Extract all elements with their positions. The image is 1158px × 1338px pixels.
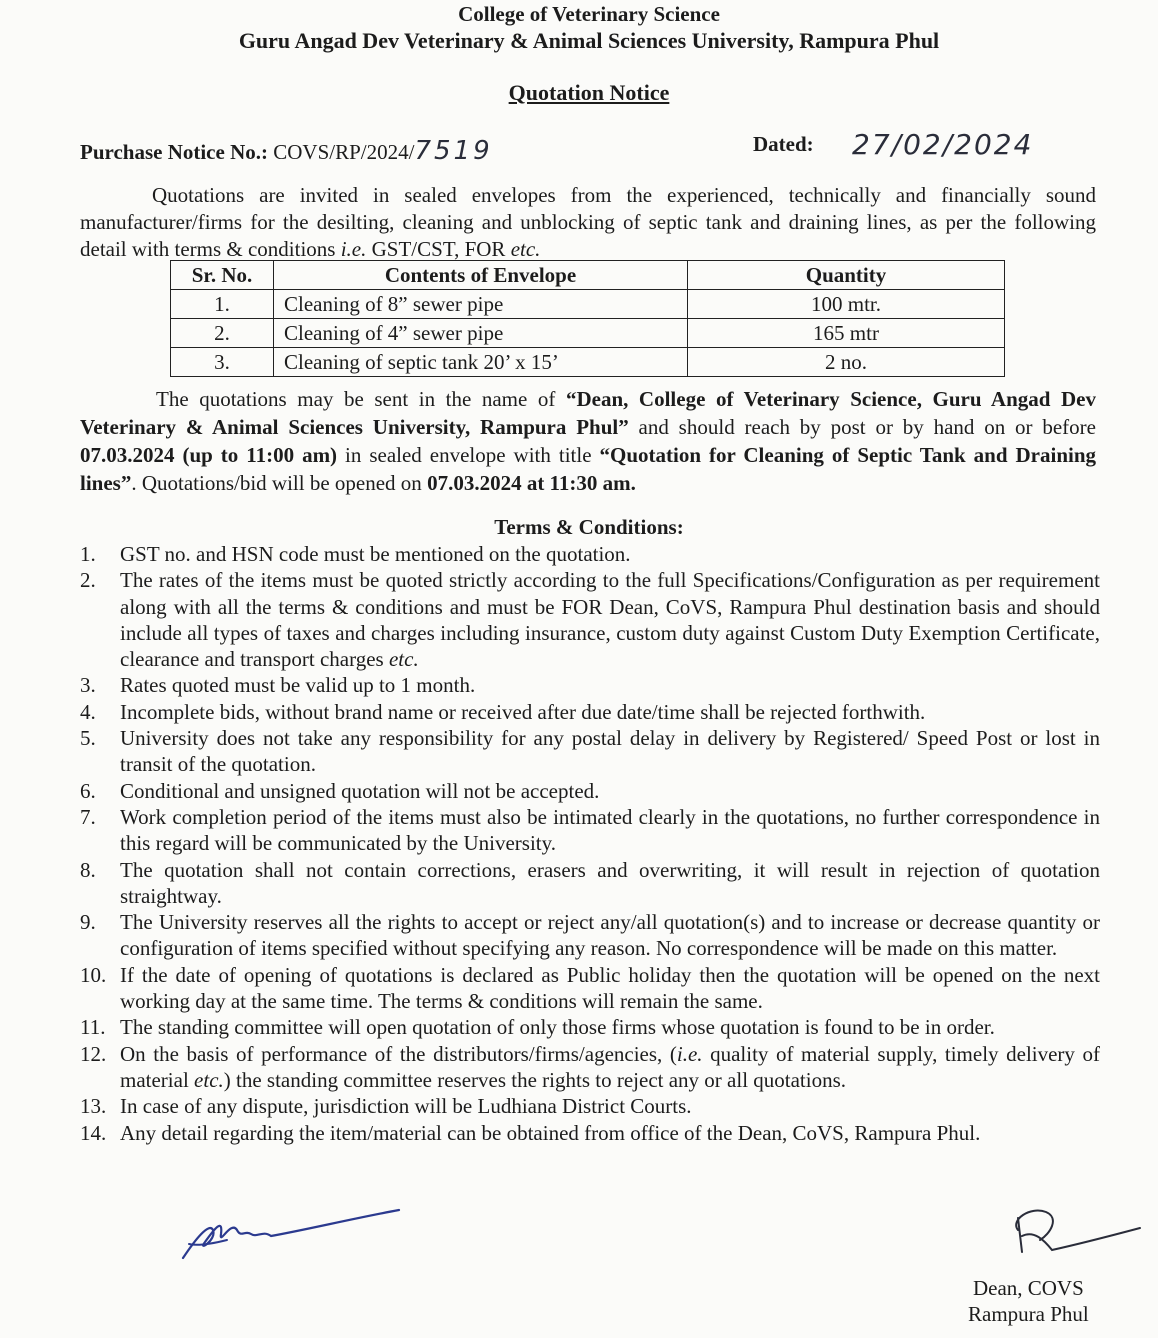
list-item — [80, 567, 1100, 672]
intro-etc: etc. — [510, 237, 541, 261]
list-item — [80, 541, 1100, 567]
list-item — [80, 1041, 1100, 1094]
term-text: If the date of opening of quotations is declared as Public holiday then the quotation will be opened on the next working day at the same time. The terms & conditions will remain the same. — [120, 962, 1100, 1014]
p2-deadline: 07.03.2024 (up to 11:00 am) — [80, 443, 338, 467]
term-number: 10. — [80, 962, 107, 987]
term-number: 11. — [80, 1015, 106, 1040]
term-etc: etc. — [388, 647, 419, 672]
signatory-block — [968, 1275, 1089, 1327]
cell-quantity: 165 mtr — [688, 319, 1005, 348]
list-item — [80, 804, 1100, 857]
intro-text: Quotations are invited in sealed envelopes from the experienced, technically and financially sound manufacturer/firms for the desilting, cleaning and unblocking of septic tank and draining lines, as per the following detail with terms & conditions — [80, 183, 1096, 261]
p2-text-4: . Quotations/bid will be opened on — [131, 471, 428, 495]
signatory-title: Dean, COVS — [972, 1276, 1084, 1300]
purchase-notice-prefix: COVS/RP/2024/ — [273, 140, 415, 164]
college-name: College of Veterinary Science — [458, 2, 720, 26]
purchase-notice-number — [80, 136, 493, 166]
header-sr-no: Sr. No. — [171, 261, 274, 290]
table-row — [171, 290, 1005, 319]
term-text-3: ) the standing committee reserves the rights to reject any or all quotations. — [223, 1067, 847, 1092]
p2-addressee: “Dean, College of Veterinary Science, Guru Angad Dev Veterinary & Animal Sciences University, Rampura Phul” — [80, 387, 1096, 439]
term-etc: etc. — [194, 1067, 224, 1092]
items-table — [170, 260, 1005, 377]
intro-ie: i.e. — [340, 237, 367, 261]
list-item — [80, 725, 1100, 778]
terms-list — [80, 541, 1100, 1146]
cell-contents: Cleaning of 4” sewer pipe — [274, 319, 688, 348]
signatory-place: Rampura Phul — [968, 1302, 1089, 1326]
term-text: On the basis of performance of the distributors/firms/agencies, ( — [120, 1041, 677, 1066]
term-number: 1. — [80, 542, 96, 566]
term-text: The University reserves all the rights to accept or reject any/all quotation(s) and to increase or decrease quantity or configuration of items specified without specifying any reason. No correspondence will be made on this matter. — [120, 910, 1100, 961]
table-row — [171, 319, 1005, 348]
term-text: The standing committee will open quotation of only those firms whose quotation is found to be in order. — [120, 1015, 995, 1040]
list-item — [80, 699, 1100, 725]
term-text: Work completion period of the items must also be intimated clearly in the quotations, no further correspondence in this regard will be communicated by the University. — [120, 804, 1100, 856]
term-text: GST no. and HSN code must be mentioned on the quotation. — [120, 542, 631, 566]
intro-mid: GST/CST, FOR — [366, 237, 511, 261]
notice-title: Quotation Notice — [508, 80, 670, 105]
submission-paragraph — [80, 385, 1096, 497]
handwritten-date: 27/02/2024 — [852, 128, 1034, 161]
cell-quantity: 2 no. — [688, 348, 1005, 377]
term-number: 8. — [80, 857, 96, 882]
list-item — [80, 672, 1100, 698]
term-number: 14. — [80, 1120, 107, 1145]
list-item — [80, 962, 1100, 1015]
table-header-row — [171, 261, 1005, 290]
term-text: Conditional and unsigned quotation will not be accepted. — [120, 778, 600, 803]
p2-text-1: The quotations may be sent in the name of — [156, 387, 566, 411]
term-number: 3. — [80, 673, 96, 698]
term-number: 13. — [80, 1094, 107, 1119]
cell-sr-no: 3. — [171, 348, 274, 377]
p2-text-3: in sealed envelope with title — [337, 443, 600, 467]
term-text: The rates of the items must be quoted strictly according to the full Specifications/Configuration as per requirement along with all the terms & conditions and must be FOR Dean, CoVS, Rampura Phul destination basis and should include all types of taxes and charges including insurance, custom duty against Custom Duty Exemption Certificate, clearance and transport charges — [120, 568, 1100, 672]
table-row — [171, 348, 1005, 377]
term-text: Rates quoted must be valid up to 1 month. — [120, 673, 476, 698]
term-number: 7. — [80, 804, 96, 829]
cell-contents: Cleaning of 8” sewer pipe — [274, 290, 688, 319]
intro-paragraph — [80, 182, 1096, 263]
handwritten-notice-number: 7519 — [414, 136, 493, 166]
term-text: University does not take any responsibility for any postal delay in delivery by Registered/ Speed Post or lost in transit of the quotation. — [120, 726, 1100, 777]
header-quantity: Quantity — [688, 261, 1005, 290]
terms-title: Terms & Conditions: — [494, 515, 684, 539]
list-item — [80, 1014, 1100, 1040]
term-number: 6. — [80, 778, 96, 803]
term-number: 12. — [80, 1041, 107, 1066]
term-text: The quotation shall not contain corrections, erasers and overwriting, it will result in rejection of quotation straightway. — [120, 857, 1100, 908]
term-number: 4. — [80, 699, 96, 724]
cell-sr-no: 1. — [171, 290, 274, 319]
term-text: Incomplete bids, without brand name or received after due date/time shall be rejected forthwith. — [120, 699, 926, 724]
list-item — [80, 1120, 1100, 1146]
header-contents: Contents of Envelope — [274, 261, 688, 290]
cell-sr-no: 2. — [171, 319, 274, 348]
p2-envelope-title: “Quotation for Cleaning of Septic Tank and Draining lines” — [80, 443, 1097, 495]
purchase-notice-label: Purchase Notice No.: — [80, 140, 268, 164]
dean-signature — [1000, 1200, 1150, 1270]
term-number: 2. — [80, 568, 96, 593]
term-number: 9. — [80, 910, 96, 935]
cell-contents: Cleaning of septic tank 20’ x 15’ — [274, 348, 688, 377]
term-number: 5. — [80, 726, 96, 751]
initials-signature — [175, 1200, 415, 1270]
university-name: Guru Angad Dev Veterinary & Animal Sciences University, Rampura Phul — [238, 28, 940, 53]
list-item — [80, 778, 1100, 804]
dated-label: Dated: — [753, 132, 814, 156]
p2-opening-date: 07.03.2024 at 11:30 am. — [427, 471, 636, 495]
term-text-2: quality of material supply, timely delivery of material — [120, 1041, 1100, 1092]
p2-text-2: and should reach by post or by hand on or before — [628, 415, 1096, 439]
term-text: In case of any dispute, jurisdiction will be Ludhiana District Courts. — [120, 1094, 692, 1119]
list-item — [80, 1093, 1100, 1119]
list-item — [80, 909, 1100, 962]
term-text: Any detail regarding the item/material can be obtained from office of the Dean, CoVS, Rampura Phul. — [120, 1120, 981, 1145]
cell-quantity: 100 mtr. — [688, 290, 1005, 319]
list-item — [80, 857, 1100, 910]
term-ie: i.e. — [676, 1041, 703, 1066]
